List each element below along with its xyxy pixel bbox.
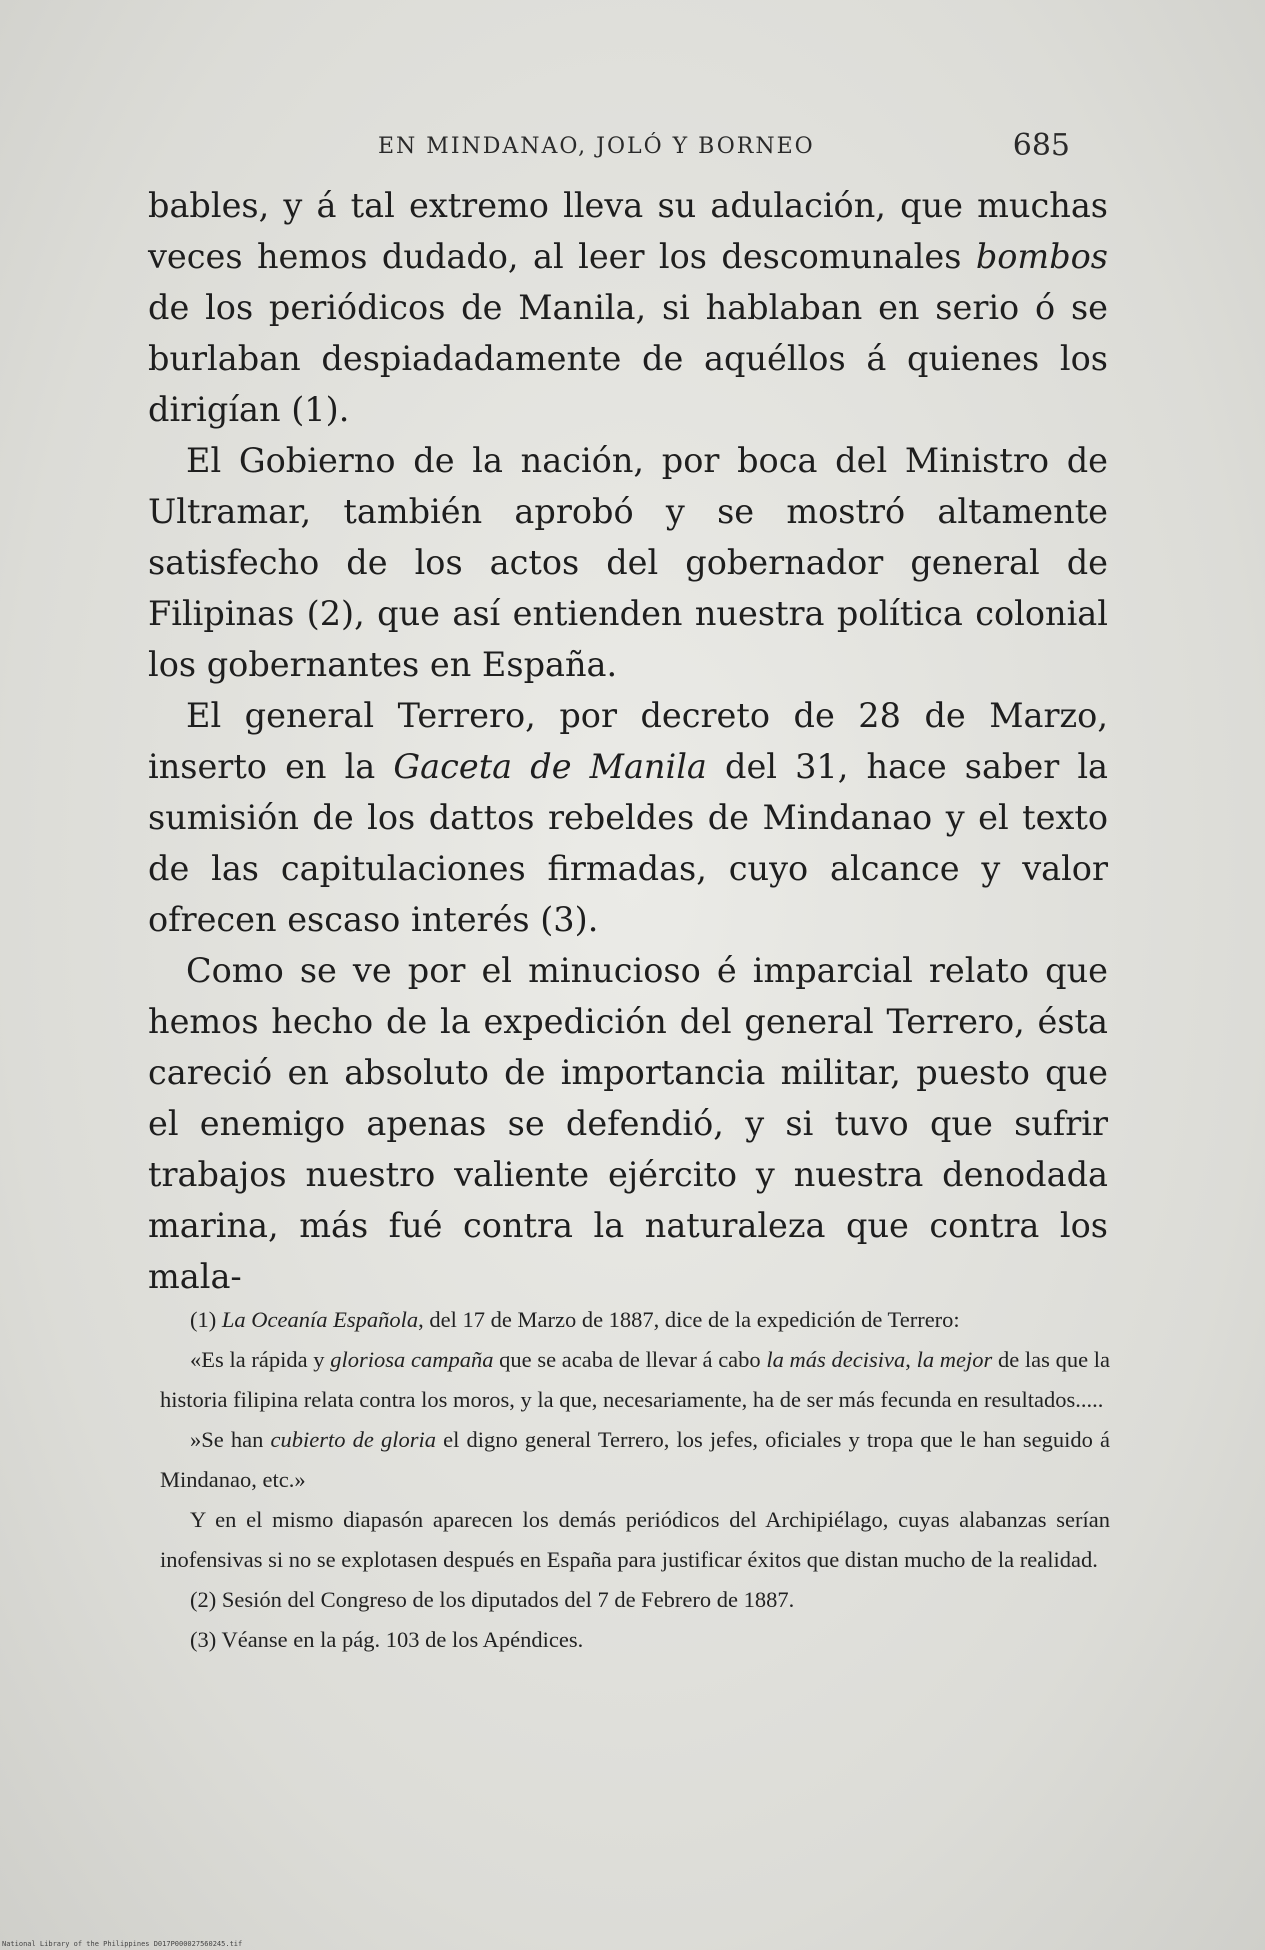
page-number: 685 (1012, 128, 1070, 163)
footnote-1: (1) La Oceanía Española, del 17 de Marzo de 1887, dice de la expedición de Terrero: (190, 1307, 960, 1332)
scan-label: National Library of the Philippines D017P000027560245.tif (2, 1940, 243, 1948)
footnote-1-comment: Y en el mismo diapasón aparecen los demás periódicos del Archipiélago, cuyas alabanzas serían inofensivas si no se explotasen después en España para justificar éxitos que distan mucho de la realidad. (160, 1507, 1110, 1572)
footnote-3: (3) Véanse en la pág. 103 de los Apéndices. (190, 1627, 584, 1652)
footnotes (160, 1300, 1110, 1660)
footnote-2: (2) Sesión del Congreso de los diputados del 7 de Febrero de 1887. (190, 1587, 795, 1612)
paragraph-2: El Gobierno de la nación, por boca del Ministro de Ultramar, también aprobó y se mostró altamente satisfecho de los actos del gobernador general de Filipinas (2), que así entienden nuestra política colonial los gobernantes en España. (148, 441, 1108, 684)
running-title: EN MINDANAO, JOLÓ Y BORNEO (378, 134, 815, 159)
body-text (148, 180, 1108, 1302)
paragraph-4: Como se ve por el minucioso é imparcial relato que hemos hecho de la expedición del general Terrero, ésta careció en absoluto de importancia militar, puesto que el enemigo apenas se defendió, y si tuvo que sufrir trabajos nuestro valiente ejército y nuestra denodada marina, más fué contra la naturaleza que contra los mala- (148, 951, 1108, 1296)
paragraph-1: bables, y á tal extremo lleva su adulación, que muchas veces hemos dudado, al leer los descomunales bombos de los periódicos de Manila, si hablaban en serio ó se burlaban despiadadamente de aquéllos á quienes los dirigían (1). (148, 186, 1108, 429)
footnote-1-quote-1: «Es la rápida y gloriosa campaña que se acaba de llevar á cabo la más decisiva, la mejor de las que la historia filipina relata contra los moros, y la que, necesariamente, ha de ser más fecunda en resultados..... (160, 1347, 1111, 1412)
paragraph-3: El general Terrero, por decreto de 28 de Marzo, inserto en la Gaceta de Manila del 31, hace saber la sumisión de los dattos rebeldes de Mindanao y el texto de las capitulaciones firmadas, cuyo alcance y valor ofrecen escaso interés (3). (148, 696, 1109, 939)
running-head (140, 128, 1100, 168)
footnote-1-quote-2: »Se han cubierto de gloria el digno general Terrero, los jefes, oficiales y tropa que le han seguido á Mindanao, etc.» (160, 1427, 1110, 1492)
